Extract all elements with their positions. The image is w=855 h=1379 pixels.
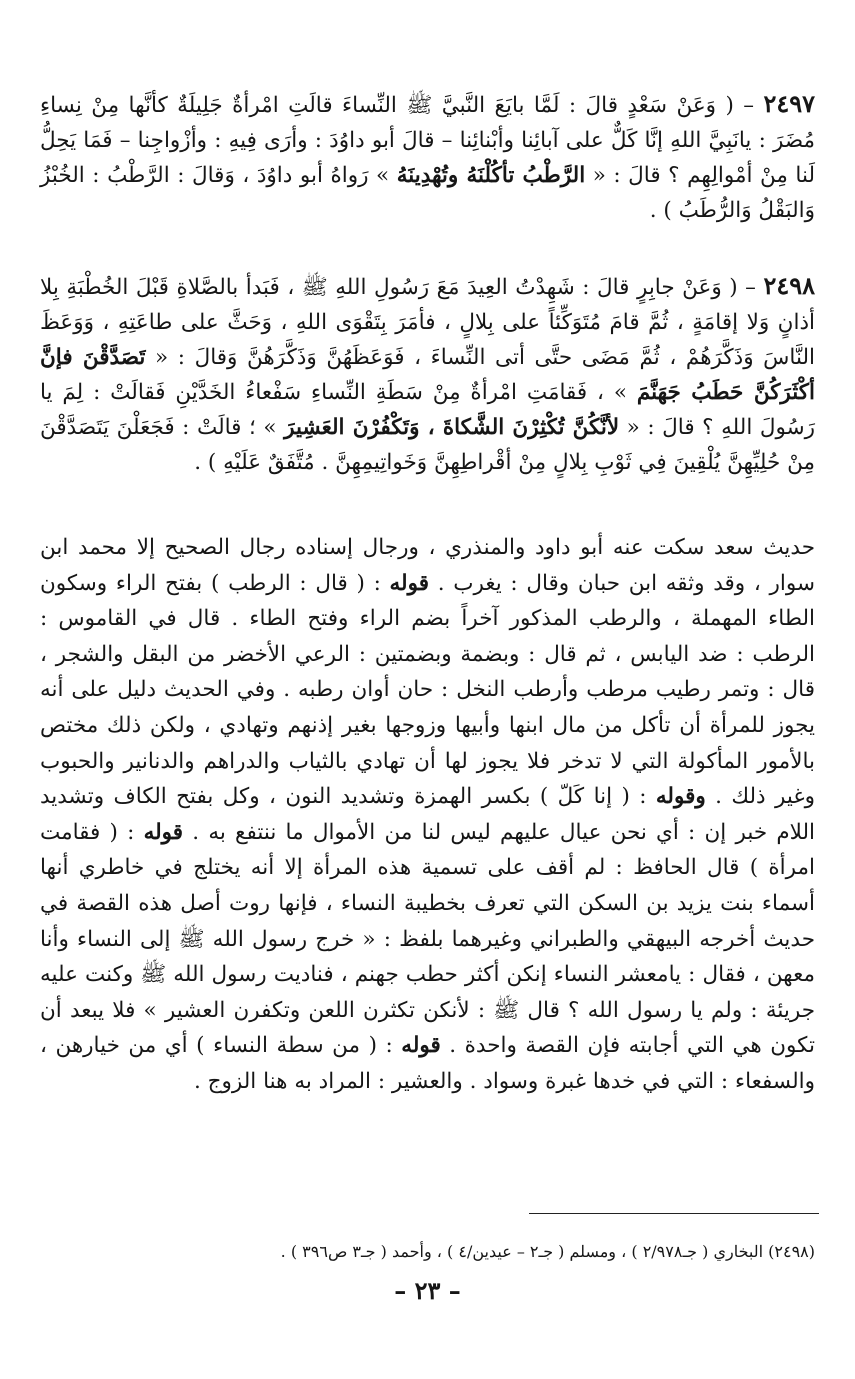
hadith-text: – ( وَعَنْ جابِرٍ قالَ : شَهِدْتُ العِيدَ مَعَ رَسُولِ اللهِ ﷺ ، فَبَدأ بالصَّلاةِ قَبْلَ الخُطْبَةِ بِلا أذانٍ وَلا إقامَةٍ ، ثُمَّ قامَ مُتَوَكِّئاً على بِلالٍ ، فأمَرَ بِتَقْوَى اللهِ ، وَحَثَّ على طاعَتِهِ ، وَوَعَظَ النَّاسَ وَذَكَّرَهُمْ ، ثُمَّ مَضَى حتَّى أتى النِّساءَ ، فَوَعَظَهُنَّ وَذَكَّرَهُنَّ وَقالَ : « (40, 275, 815, 370)
commentary-text: : ( قال : الرطب ) بفتح الراء وسكون الطاء المهملة ، والرطب المذكور آخراً بضم الراء وفتح الطاء . قال في القاموس : الرطب : ضد اليابس ، ثم قال : وبضمة وبضمتين : الرعي الأخضر من البقل والشجر ، قال : وتمر رطيب مرطب وأرطب النخل : حان أوان رطبه . وفي الحديث دليل على أنه يجوز للمرأة أن تأكل من مال ابنها وأبيها وزوجها بغير إذنهم وتهادي ، ولكن ذلك مختص بالأمور المأكولة التي لا تدخر فلا يجوز لها أن تهادي بالثياب والدراهم والدنانير والحبوب وغير ذلك . (40, 570, 815, 810)
hadith-text: » رَواهُ أبو داوُدَ ، وَقالَ : الرَّطْبُ : الخُبْزُ وَالبَقْلُ وَالرُّطَبُ ) . (40, 163, 815, 223)
hadith-text: » ، فَقامَتِ امْرأةٌ مِنْ سَطَةِ النِّساءِ سَفْعاءُ الخَدَّيْنِ فَقالَتْ : لِمَ يا رَسُولَ اللهِ ؟ قالَ : « (40, 380, 815, 440)
commentary-text: : ( إنا كَلّ ) بكسر الهمزة وتشديد النون ، وكل بفتح الكاف وتشديد اللام خبر إن : أي نحن عيال عليهم ليس لنا من الأموال ما ننتفع به . (40, 784, 815, 845)
commentary-text: حديث سعد سكت عنه أبو داود والمنذري ، ورجال إسناده رجال الصحيح إلا محمد ابن سوار ، وقد وثقه ابن حبان وقال : يغرب . (40, 535, 815, 596)
hadith-2497 (40, 86, 815, 228)
commentary (40, 530, 815, 1100)
hadith-number: ٢٤٩٨ (763, 271, 815, 300)
hadith-text: – ( وَعَنْ سَعْدٍ قالَ : لَمَّا بايَعَ النَّبيَّ ﷺ النِّساءَ قالَتِ امْرأةٌ جَلِيلَةٌ كأنَّها مِنْ نِساءِ مُضَرَ : يانَبِيَّ اللهِ إنَّا كَلٌّ على آبائِنا وأبْنائِنا – قالَ أبو داوُدَ : وأرَى فِيهِ : وأزْواجِنا – فَمَا يَحِلُّ لَنا مِنْ أمْوالِهِم ؟ قالَ : « (40, 93, 815, 188)
commentary-keyword: قوله (401, 1033, 441, 1059)
commentary-keyword: قوله (389, 570, 429, 596)
commentary-keyword: وقوله (655, 784, 706, 810)
commentary-text: : ( فقامت امرأة ) قال الحافظ : لم أقف على تسمية هذه المرأة إلا أنه يختلج في خاطري أنها أسماء بنت يزيد بن السكن التي تعرف بخطيبة النساء ، فإنها روت أصل هذه القصة في حديث أخرجه البيهقي والطبراني وغيرهما بلفظ : « خرج رسول الله ﷺ إلى النساء وأنا معهن ، فقال : يامعشر النساء إنكن أكثر حطب جهنم ، فناديت رسول الله ﷺ وكنت عليه جريئة : ولم يا رسول الله ؟ قال ﷺ : لأنكن تكثرن اللعن وتكفرن العشير » فلا يبعد أن تكون هي التي أجابته فإن القصة واحدة . (40, 819, 815, 1059)
commentary-text: : ( من سطة النساء ) أي من خيارهن ، والسفعاء : التي في خدها غبرة وسواد . والعشير : المراد به هنا الزوج . (40, 1033, 815, 1094)
hadith-quote: تَصَدَّقْنَ فإنَّ أكْثَرَكُنَّ حَطَبُ جَهَنَّمَ (40, 345, 815, 405)
hadith-quote: الرَّطْبُ تأكُلْنَهُ وتُهْدِينَهُ (396, 163, 586, 188)
hadith-number: ٢٤٩٧ (763, 89, 815, 118)
footnote-divider (529, 1213, 819, 1214)
hadith-quote: لأنَّكُنَّ تُكْثِرْنَ الشَّكاةَ ، وَتَكْفُرْنَ العَشِيرَ (284, 415, 620, 440)
hadith-text: » ؛ قالَتْ : فَجَعَلْنَ يَتَصَدَّقْنَ مِنْ حُلِيِّهِنَّ يُلْقِينَ فِي ثَوْبِ بِلالٍ مِنْ أقْراطِهِنَّ وَخَواتِيمِهِنَّ . مُتَّفَقٌ عَلَيْهِ ) . (40, 415, 815, 475)
hadith-2498 (40, 268, 815, 480)
footnote: (٢٤٩٨) البخاري ( جـ٢/٩٧٨ ) ، ومسلم ( جـ٢ – عيدين/٤ ) ، وأحمد ( جـ٣ ص٣٩٦ ) . (280, 1242, 815, 1261)
page-number: – ٢٣ – (394, 1276, 461, 1305)
commentary-keyword: قوله (143, 819, 184, 845)
